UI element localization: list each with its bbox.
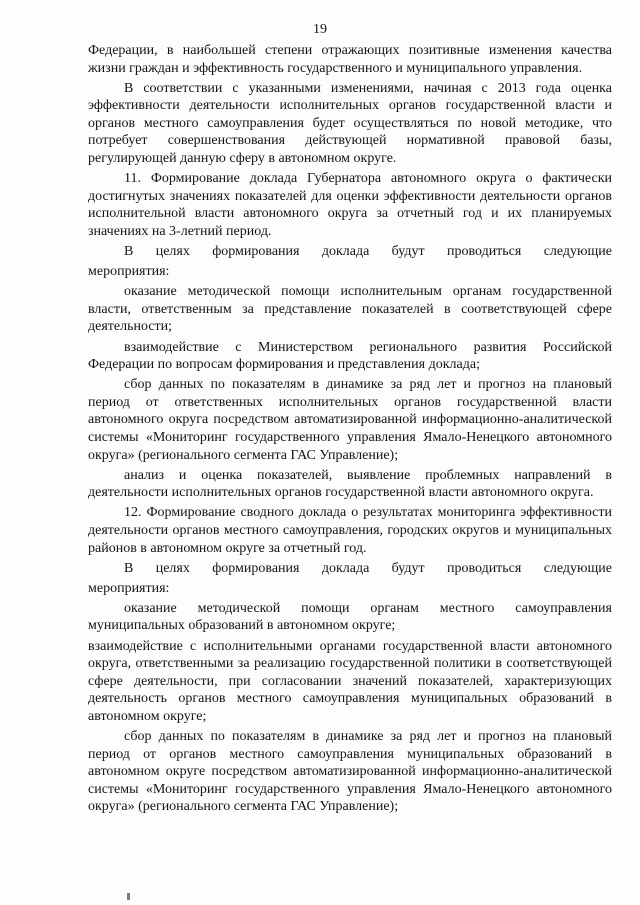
paragraph: взаимодействие с исполнительными органами государственной власти автономного округа, ответственными за реализацию государственной политики в соответствующей сфере деятельности, при согласовании значений показателей, характеризующих деятельность органов местного самоуправления муниципальных образований в автономном округе; — [88, 638, 612, 724]
page-number: 19 — [313, 22, 327, 37]
paragraph: мероприятия: — [88, 264, 170, 280]
paragraph: мероприятия: — [88, 580, 170, 596]
paragraph: Федерации, в наибольшей степени отражающих позитивные изменения качества жизни граждан и эффективность государственного и муниципального управления. — [88, 43, 612, 76]
body-text — [88, 42, 612, 818]
paragraph: анализ и оценка показателей, выявление проблемных направлений в деятельности исполнительных органов государственной власти автономного округа. — [88, 467, 612, 501]
paragraph: 11. Формирование доклада Губернатора автономного округа о фактически достигнутых значениях показателей для оценки эффективности деятельности органов исполнительной власти автономного округа за отчетный год и их планируемых значениях на 3-летний период. — [88, 171, 612, 239]
paragraph: взаимодействие с Министерством регионального развития Российской Федерации по вопросам формирования и представления доклада; — [88, 339, 612, 373]
paragraph: В целях формирования доклада будут проводиться следующие — [124, 560, 612, 576]
paragraph: оказание методической помощи органам местного самоуправления муниципальных образований в автономном округе; — [88, 600, 612, 634]
scan-mark — [127, 893, 130, 900]
paragraph: В целях формирования доклада будут проводиться следующие — [124, 244, 612, 260]
paragraph: оказание методической помощи исполнительным органам государственной власти, ответственным за представление показателей в соответствующей сфере деятельности; — [88, 284, 612, 335]
paragraph: В соответствии с указанными изменениями, начиная с 2013 года оценка эффективности деятельности исполнительных органов государственной власти и органов местного самоуправления будет осуществляться по новой методике, что потребует совершенствования действующей нормативной правовой базы, регулирующей данную сферу в автономном округе. — [88, 80, 612, 167]
paragraph: сбор данных по показателям в динамике за ряд лет и прогноз на плановый период от ответственных исполнительных органов государственной власти автономного округа посредством автоматизированной информационно-аналитической системы «Мониторинг государственного управления Ямало-Ненецкого автономного округа» (регионального сегмента ГАС Управление); — [88, 377, 612, 463]
paragraph: сбор данных по показателям в динамике за ряд лет и прогноз на плановый период от органов местного самоуправления муниципальных образований в автономном округе посредством автоматизированной информационно-аналитической системы «Мониторинг государственного управления Ямало-Ненецкого автономного округа» (регионального сегмента ГАС Управление); — [88, 728, 612, 815]
paragraph: 12. Формирование сводного доклада о результатах мониторинга эффективности деятельности органов местного самоуправления, городских округов и муниципальных районов в автономном округе за отчетный год. — [88, 505, 612, 556]
